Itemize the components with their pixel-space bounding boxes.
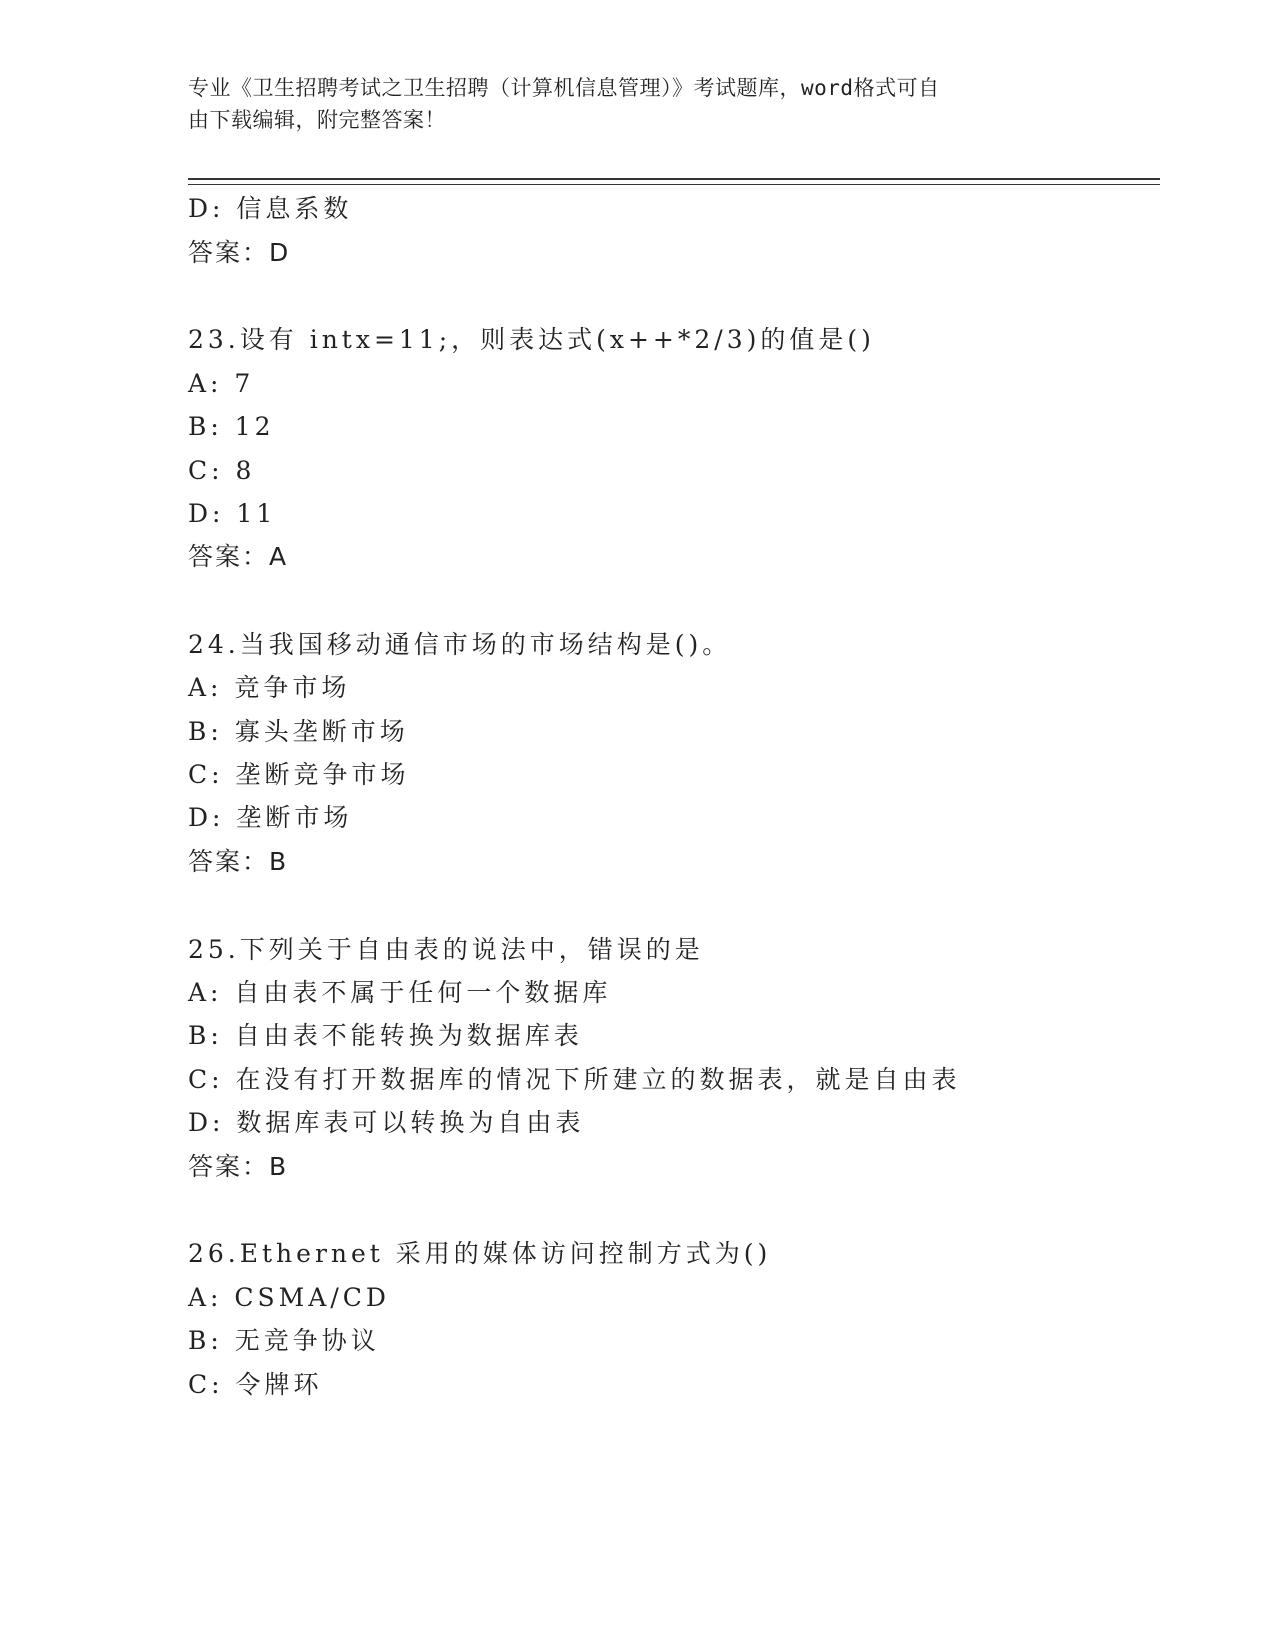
option-b-q24: B: 寡头垄断市场 <box>188 717 409 746</box>
option-d-q23: D: 11 <box>188 499 277 528</box>
option-c-q23: C: 8 <box>188 456 256 485</box>
answer-q24: 答案：B <box>188 847 289 876</box>
option-d-q24: D: 垄断市场 <box>188 803 353 832</box>
option-c-q24: C: 垄断竞争市场 <box>188 760 410 789</box>
option-a-q25: A: 自由表不属于任何一个数据库 <box>188 978 612 1007</box>
answer-q23: 答案：A <box>188 542 289 571</box>
header-line-2: 由下载编辑，附完整答案！ <box>188 108 446 132</box>
question-24: 24.当我国移动通信市场的市场结构是()。 <box>188 630 732 659</box>
header-divider-thin <box>188 184 1160 185</box>
option-a-q24: A: 竞争市场 <box>188 673 351 702</box>
option-c-q25: C: 在没有打开数据库的情况下所建立的数据表，就是自由表 <box>188 1065 961 1094</box>
question-26: 26.Ethernet 采用的媒体访问控制方式为() <box>188 1239 772 1268</box>
option-a-q26: A: CSMA/CD <box>188 1283 390 1312</box>
answer-q25: 答案：B <box>188 1152 289 1181</box>
question-25: 25.下列关于自由表的说法中，错误的是 <box>188 935 704 964</box>
answer-q22: 答案：D <box>188 238 291 267</box>
option-b-q26: B: 无竞争协议 <box>188 1326 380 1355</box>
document-header <box>188 72 1068 136</box>
option-a-q23: A: 7 <box>188 369 255 398</box>
option-d-q22: D: 信息系数 <box>188 194 353 223</box>
header-divider-thick <box>188 178 1160 180</box>
option-d-q25: D: 数据库表可以转换为自由表 <box>188 1108 585 1137</box>
option-c-q26: C: 令牌环 <box>188 1370 323 1399</box>
option-b-q25: B: 自由表不能转换为数据库表 <box>188 1021 583 1050</box>
header-line-1: 专业《卫生招聘考试之卫生招聘（计算机信息管理）》考试题库，word格式可自 <box>188 76 940 100</box>
option-b-q23: B: 12 <box>188 412 275 441</box>
question-23: 23.设有 intx=11;，则表达式(x++*2/3)的值是() <box>188 325 875 354</box>
